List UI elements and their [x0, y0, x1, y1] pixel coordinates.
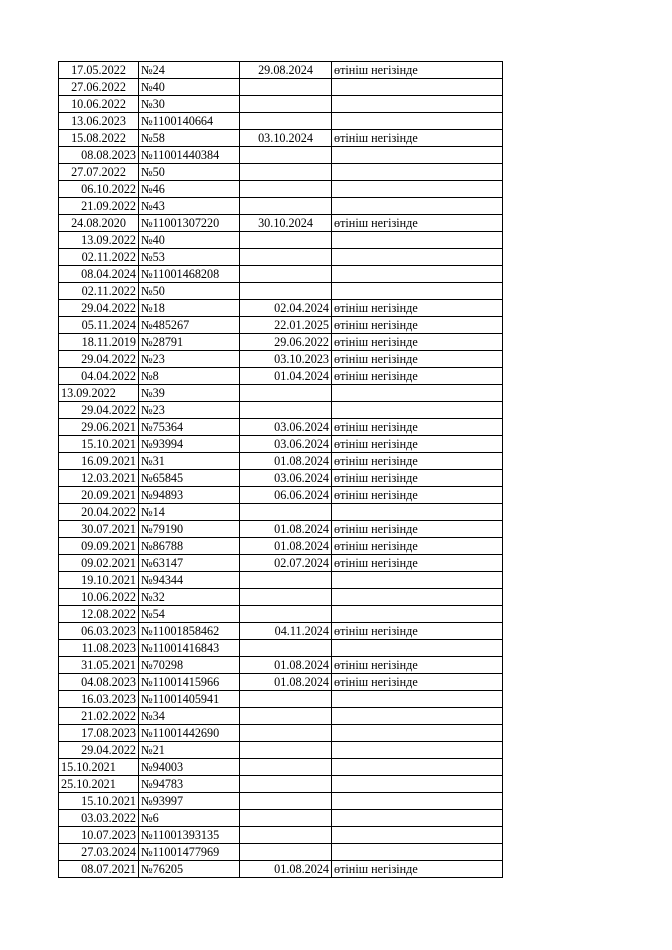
- number-cell: №11001416843: [139, 640, 240, 657]
- decision-date-cell: 29.06.2022: [240, 334, 332, 351]
- number-cell: №18: [139, 300, 240, 317]
- decision-date-cell: 01.08.2024: [240, 674, 332, 691]
- number-cell: №30: [139, 96, 240, 113]
- note-cell: [332, 589, 503, 606]
- date-cell: 29.04.2022: [59, 300, 139, 317]
- date-cell: 20.04.2022: [59, 504, 139, 521]
- decision-date-cell: [240, 572, 332, 589]
- number-cell: №65845: [139, 470, 240, 487]
- decision-date-cell: [240, 793, 332, 810]
- date-cell: 06.10.2022: [59, 181, 139, 198]
- note-cell: [332, 691, 503, 708]
- decision-date-cell: 01.04.2024: [240, 368, 332, 385]
- number-cell: №11001477969: [139, 844, 240, 861]
- decision-date-cell: [240, 164, 332, 181]
- number-cell: №21: [139, 742, 240, 759]
- table-row: [59, 793, 503, 810]
- decision-date-cell: [240, 742, 332, 759]
- decision-date-cell: [240, 589, 332, 606]
- decision-date-cell: [240, 844, 332, 861]
- note-cell: өтініш негізінде: [332, 317, 503, 334]
- date-cell: 27.03.2024: [59, 844, 139, 861]
- decision-date-cell: [240, 827, 332, 844]
- decision-date-cell: 04.11.2024: [240, 623, 332, 640]
- table-row: [59, 623, 503, 640]
- decision-date-cell: [240, 776, 332, 793]
- date-cell: 27.06.2022: [59, 79, 139, 96]
- decision-date-cell: [240, 640, 332, 657]
- decision-date-cell: [240, 266, 332, 283]
- decision-date-cell: [240, 96, 332, 113]
- note-cell: [332, 147, 503, 164]
- table-row: [59, 521, 503, 538]
- records-table: [58, 61, 503, 878]
- number-cell: №32: [139, 589, 240, 606]
- note-cell: [332, 402, 503, 419]
- note-cell: [332, 776, 503, 793]
- table-row: [59, 266, 503, 283]
- table-row: [59, 147, 503, 164]
- date-cell: 13.09.2022: [59, 385, 139, 402]
- number-cell: №40: [139, 79, 240, 96]
- note-cell: өтініш негізінде: [332, 487, 503, 504]
- number-cell: №24: [139, 62, 240, 79]
- note-cell: [332, 283, 503, 300]
- number-cell: №485267: [139, 317, 240, 334]
- date-cell: 05.11.2024: [59, 317, 139, 334]
- number-cell: №28791: [139, 334, 240, 351]
- note-cell: өтініш негізінде: [332, 436, 503, 453]
- date-cell: 09.02.2021: [59, 555, 139, 572]
- number-cell: №94783: [139, 776, 240, 793]
- note-cell: өтініш негізінде: [332, 215, 503, 232]
- decision-date-cell: 06.06.2024: [240, 487, 332, 504]
- note-cell: өтініш негізінде: [332, 130, 503, 147]
- table-row: [59, 538, 503, 555]
- note-cell: [332, 759, 503, 776]
- number-cell: №6: [139, 810, 240, 827]
- date-cell: 08.07.2021: [59, 861, 139, 878]
- note-cell: [332, 79, 503, 96]
- number-cell: №31: [139, 453, 240, 470]
- note-cell: өтініш негізінде: [332, 861, 503, 878]
- table-row: [59, 317, 503, 334]
- number-cell: №11001415966: [139, 674, 240, 691]
- date-cell: 30.07.2021: [59, 521, 139, 538]
- note-cell: [332, 810, 503, 827]
- note-cell: өтініш негізінде: [332, 351, 503, 368]
- date-cell: 20.09.2021: [59, 487, 139, 504]
- date-cell: 13.06.2023: [59, 113, 139, 130]
- decision-date-cell: [240, 232, 332, 249]
- note-cell: [332, 827, 503, 844]
- table-row: [59, 79, 503, 96]
- table-row: [59, 470, 503, 487]
- note-cell: өтініш негізінде: [332, 521, 503, 538]
- decision-date-cell: [240, 79, 332, 96]
- number-cell: №54: [139, 606, 240, 623]
- note-cell: өтініш негізінде: [332, 470, 503, 487]
- number-cell: №11001440384: [139, 147, 240, 164]
- date-cell: 25.10.2021: [59, 776, 139, 793]
- decision-date-cell: 22.01.2025: [240, 317, 332, 334]
- note-cell: өтініш негізінде: [332, 623, 503, 640]
- date-cell: 16.09.2021: [59, 453, 139, 470]
- decision-date-cell: [240, 504, 332, 521]
- number-cell: №94344: [139, 572, 240, 589]
- decision-date-cell: [240, 759, 332, 776]
- date-cell: 31.05.2021: [59, 657, 139, 674]
- decision-date-cell: 01.08.2024: [240, 453, 332, 470]
- note-cell: [332, 96, 503, 113]
- number-cell: №93994: [139, 436, 240, 453]
- number-cell: №23: [139, 351, 240, 368]
- number-cell: №40: [139, 232, 240, 249]
- date-cell: 13.09.2022: [59, 232, 139, 249]
- decision-date-cell: 03.06.2024: [240, 419, 332, 436]
- decision-date-cell: [240, 810, 332, 827]
- note-cell: [332, 249, 503, 266]
- date-cell: 17.08.2023: [59, 725, 139, 742]
- table-row: [59, 368, 503, 385]
- decision-date-cell: 30.10.2024: [240, 215, 332, 232]
- decision-date-cell: [240, 606, 332, 623]
- table-row: [59, 742, 503, 759]
- number-cell: №70298: [139, 657, 240, 674]
- number-cell: №11001468208: [139, 266, 240, 283]
- note-cell: [332, 181, 503, 198]
- number-cell: №79190: [139, 521, 240, 538]
- note-cell: [332, 640, 503, 657]
- number-cell: №46: [139, 181, 240, 198]
- table-row: [59, 725, 503, 742]
- table-row: [59, 487, 503, 504]
- decision-date-cell: 03.06.2024: [240, 436, 332, 453]
- date-cell: 12.08.2022: [59, 606, 139, 623]
- table-row: [59, 827, 503, 844]
- number-cell: №58: [139, 130, 240, 147]
- table-row: [59, 402, 503, 419]
- note-cell: [332, 164, 503, 181]
- table-row: [59, 861, 503, 878]
- decision-date-cell: 02.07.2024: [240, 555, 332, 572]
- decision-date-cell: 03.10.2023: [240, 351, 332, 368]
- note-cell: өтініш негізінде: [332, 300, 503, 317]
- date-cell: 02.11.2022: [59, 283, 139, 300]
- date-cell: 12.03.2021: [59, 470, 139, 487]
- date-cell: 02.11.2022: [59, 249, 139, 266]
- decision-date-cell: 29.08.2024: [240, 62, 332, 79]
- decision-date-cell: [240, 708, 332, 725]
- number-cell: №8: [139, 368, 240, 385]
- number-cell: №94003: [139, 759, 240, 776]
- decision-date-cell: 03.10.2024: [240, 130, 332, 147]
- date-cell: 04.04.2022: [59, 368, 139, 385]
- note-cell: [332, 793, 503, 810]
- decision-date-cell: [240, 402, 332, 419]
- table-row: [59, 640, 503, 657]
- note-cell: өтініш негізінде: [332, 62, 503, 79]
- decision-date-cell: [240, 385, 332, 402]
- date-cell: 15.10.2021: [59, 436, 139, 453]
- table-row: [59, 708, 503, 725]
- number-cell: №94893: [139, 487, 240, 504]
- date-cell: 03.03.2022: [59, 810, 139, 827]
- note-cell: [332, 113, 503, 130]
- number-cell: №39: [139, 385, 240, 402]
- table-row: [59, 606, 503, 623]
- table-row: [59, 657, 503, 674]
- decision-date-cell: 01.08.2024: [240, 538, 332, 555]
- number-cell: №50: [139, 164, 240, 181]
- table-row: [59, 215, 503, 232]
- note-cell: [332, 844, 503, 861]
- decision-date-cell: [240, 725, 332, 742]
- date-cell: 29.04.2022: [59, 351, 139, 368]
- decision-date-cell: 01.08.2024: [240, 657, 332, 674]
- date-cell: 27.07.2022: [59, 164, 139, 181]
- table-row: [59, 589, 503, 606]
- table-row: [59, 419, 503, 436]
- date-cell: 16.03.2023: [59, 691, 139, 708]
- date-cell: 29.06.2021: [59, 419, 139, 436]
- date-cell: 08.04.2024: [59, 266, 139, 283]
- table-row: [59, 62, 503, 79]
- table-row: [59, 96, 503, 113]
- number-cell: №34: [139, 708, 240, 725]
- number-cell: №11001858462: [139, 623, 240, 640]
- number-cell: №75364: [139, 419, 240, 436]
- decision-date-cell: [240, 691, 332, 708]
- date-cell: 29.04.2022: [59, 402, 139, 419]
- number-cell: №11001442690: [139, 725, 240, 742]
- table-row: [59, 113, 503, 130]
- date-cell: 21.09.2022: [59, 198, 139, 215]
- number-cell: №11001405941: [139, 691, 240, 708]
- note-cell: өтініш негізінде: [332, 657, 503, 674]
- number-cell: №50: [139, 283, 240, 300]
- date-cell: 15.10.2021: [59, 793, 139, 810]
- date-cell: 06.03.2023: [59, 623, 139, 640]
- note-cell: [332, 198, 503, 215]
- note-cell: өтініш негізінде: [332, 674, 503, 691]
- table-row: [59, 334, 503, 351]
- date-cell: 15.08.2022: [59, 130, 139, 147]
- table-row: [59, 504, 503, 521]
- decision-date-cell: [240, 198, 332, 215]
- note-cell: өтініш негізінде: [332, 538, 503, 555]
- decision-date-cell: 03.06.2024: [240, 470, 332, 487]
- table-row: [59, 555, 503, 572]
- date-cell: 11.08.2023: [59, 640, 139, 657]
- number-cell: №76205: [139, 861, 240, 878]
- table-row: [59, 776, 503, 793]
- table-row: [59, 759, 503, 776]
- date-cell: 08.08.2023: [59, 147, 139, 164]
- note-cell: [332, 725, 503, 742]
- note-cell: [332, 385, 503, 402]
- date-cell: 18.11.2019: [59, 334, 139, 351]
- table-row: [59, 674, 503, 691]
- table-row: [59, 844, 503, 861]
- table-row: [59, 249, 503, 266]
- date-cell: 24.08.2020: [59, 215, 139, 232]
- note-cell: [332, 742, 503, 759]
- number-cell: №43: [139, 198, 240, 215]
- number-cell: №93997: [139, 793, 240, 810]
- table-row: [59, 691, 503, 708]
- note-cell: өтініш негізінде: [332, 453, 503, 470]
- note-cell: өтініш негізінде: [332, 334, 503, 351]
- number-cell: №11001393135: [139, 827, 240, 844]
- decision-date-cell: 01.08.2024: [240, 521, 332, 538]
- table-row: [59, 572, 503, 589]
- decision-date-cell: [240, 249, 332, 266]
- table-row: [59, 351, 503, 368]
- date-cell: 04.08.2023: [59, 674, 139, 691]
- number-cell: №11001307220: [139, 215, 240, 232]
- number-cell: №63147: [139, 555, 240, 572]
- date-cell: 21.02.2022: [59, 708, 139, 725]
- decision-date-cell: [240, 283, 332, 300]
- table-row: [59, 232, 503, 249]
- date-cell: 19.10.2021: [59, 572, 139, 589]
- note-cell: [332, 266, 503, 283]
- number-cell: №1100140664: [139, 113, 240, 130]
- date-cell: 10.06.2022: [59, 589, 139, 606]
- number-cell: №14: [139, 504, 240, 521]
- note-cell: өтініш негізінде: [332, 555, 503, 572]
- records-table-body: [59, 62, 503, 878]
- decision-date-cell: 01.08.2024: [240, 861, 332, 878]
- table-row: [59, 436, 503, 453]
- decision-date-cell: 02.04.2024: [240, 300, 332, 317]
- note-cell: [332, 572, 503, 589]
- decision-date-cell: [240, 147, 332, 164]
- table-row: [59, 164, 503, 181]
- note-cell: [332, 708, 503, 725]
- table-row: [59, 130, 503, 147]
- date-cell: 15.10.2021: [59, 759, 139, 776]
- date-cell: 29.04.2022: [59, 742, 139, 759]
- date-cell: 10.06.2022: [59, 96, 139, 113]
- number-cell: №53: [139, 249, 240, 266]
- note-cell: өтініш негізінде: [332, 419, 503, 436]
- table-row: [59, 283, 503, 300]
- table-row: [59, 385, 503, 402]
- table-row: [59, 810, 503, 827]
- table-row: [59, 198, 503, 215]
- table-row: [59, 453, 503, 470]
- number-cell: №86788: [139, 538, 240, 555]
- date-cell: 10.07.2023: [59, 827, 139, 844]
- table-row: [59, 181, 503, 198]
- date-cell: 09.09.2021: [59, 538, 139, 555]
- note-cell: [332, 606, 503, 623]
- table-row: [59, 300, 503, 317]
- decision-date-cell: [240, 113, 332, 130]
- note-cell: [332, 232, 503, 249]
- decision-date-cell: [240, 181, 332, 198]
- number-cell: №23: [139, 402, 240, 419]
- date-cell: 17.05.2022: [59, 62, 139, 79]
- note-cell: өтініш негізінде: [332, 368, 503, 385]
- note-cell: [332, 504, 503, 521]
